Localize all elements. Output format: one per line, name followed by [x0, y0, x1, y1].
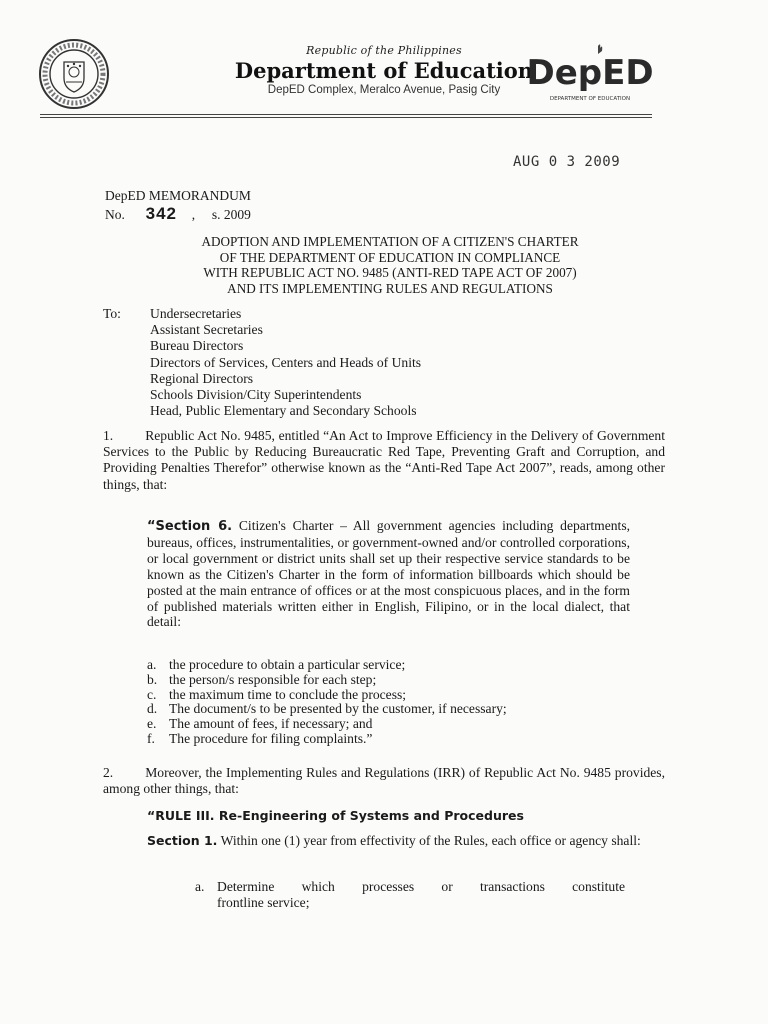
rule-iii-heading: “RULE III. Re-Engineering of Systems and Procedures	[147, 808, 524, 823]
recipient: Bureau Directors	[150, 338, 244, 354]
department-address: DepED Complex, Meralco Avenue, Pasig City	[267, 84, 501, 96]
paragraph-text: Moreover, the Implementing Rules and Regulations (IRR) of Republic Act No. 9485 provides, among other things, that:	[103, 765, 665, 797]
section-1	[147, 833, 665, 849]
recipient: Directors of Services, Centers and Heads of Units	[150, 354, 422, 370]
recipient-list	[150, 306, 421, 419]
section-1-text: Within one (1) year from effectivity of the Rules, each office or agency shall:	[220, 833, 641, 848]
memo-title	[130, 234, 650, 296]
memo-number: 342	[145, 204, 177, 223]
recipient: Schools Division/City Superintendents	[150, 387, 362, 403]
item-a	[195, 879, 625, 910]
deped-logo-caption: DEPARTMENT OF EDUCATION	[549, 96, 631, 102]
list-item: e. The amount of fees, if necessary; and	[147, 716, 373, 732]
paragraph-1	[103, 428, 665, 493]
details-list	[147, 658, 627, 747]
recipient: Head, Public Elementary and Secondary Schools	[150, 403, 417, 419]
section-6-text: Citizen's Charter – All government agencies including departments, bureaus, offices, instrumentalities, or government-owned and/or controlled corporations, or local government or district units shall set up their respective service standards to be known as the Citizen's Charter in the form of information billboards which should be posted at the main entrance of offices or at the most conspicuous places, and in the form of published materials written either in English, Filipino, or in the local dialect, that detail:	[147, 518, 631, 630]
memo-title-line: WITH REPUBLIC ACT NO. 9485 (ANTI-RED TAPE ACT OF 2007)	[203, 265, 577, 280]
paragraph-text: Republic Act No. 9485, entitled “An Act to Improve Efficiency in the Delivery of Government Services to the Public by Reducing Bureaucratic Red Tape, Preventing Graft and Corruption, and Providing Penalties Therefor” otherwise known as the “Anti-Red Tape Act 2007”, reads, among other things, that:	[103, 428, 665, 492]
header-rule	[40, 114, 652, 115]
list-item	[195, 879, 625, 910]
date-stamp: AUG 0 3 2009	[513, 154, 621, 170]
memo-number-line	[105, 204, 251, 224]
list-item: d. The document/s to be presented by the customer, if necessary;	[147, 701, 507, 717]
memo-title-line: ADOPTION AND IMPLEMENTATION OF A CITIZEN'S CHARTER	[201, 234, 579, 249]
item-text-line: frontline service;	[217, 894, 310, 910]
paragraph-number: 1.	[103, 428, 114, 443]
memo-series: s. 2009	[211, 207, 251, 222]
item-letter: a.	[195, 879, 205, 894]
section-6-quote	[147, 518, 630, 630]
paragraph-2	[103, 765, 665, 797]
deped-logo-text: DepED	[526, 53, 654, 93]
memo-title-line: OF THE DEPARTMENT OF EDUCATION IN COMPLIANCE	[219, 249, 561, 265]
section-6-heading: “Section 6.	[147, 519, 233, 534]
memo-sep: ,	[191, 207, 196, 222]
list-item: f. The procedure for filing complaints.”	[147, 730, 373, 746]
republic-line: Republic of the Philippines	[306, 44, 462, 57]
recipient: Undersecretaries	[150, 306, 242, 321]
recipient: Regional Directors	[150, 370, 254, 386]
item-text-line: Determine which processes or transactions constitute	[217, 879, 625, 894]
deped-logo	[526, 42, 654, 104]
department-name: Department of Education	[234, 58, 534, 83]
section-1-heading: Section 1.	[147, 833, 218, 848]
list-item: c. the maximum time to conclude the process;	[147, 686, 407, 702]
memo-title-line: AND ITS IMPLEMENTING RULES AND REGULATIONS	[227, 280, 553, 296]
to-label: To:	[103, 306, 121, 321]
memo-label: DepED MEMORANDUM	[105, 188, 251, 203]
list-item: b. the person/s responsible for each step;	[147, 671, 377, 687]
header-rule-2	[40, 117, 652, 118]
memo-no-prefix: No.	[105, 207, 125, 222]
paragraph-number: 2.	[103, 765, 114, 780]
recipient: Assistant Secretaries	[150, 322, 263, 338]
list-item: a. the procedure to obtain a particular service;	[147, 657, 406, 672]
